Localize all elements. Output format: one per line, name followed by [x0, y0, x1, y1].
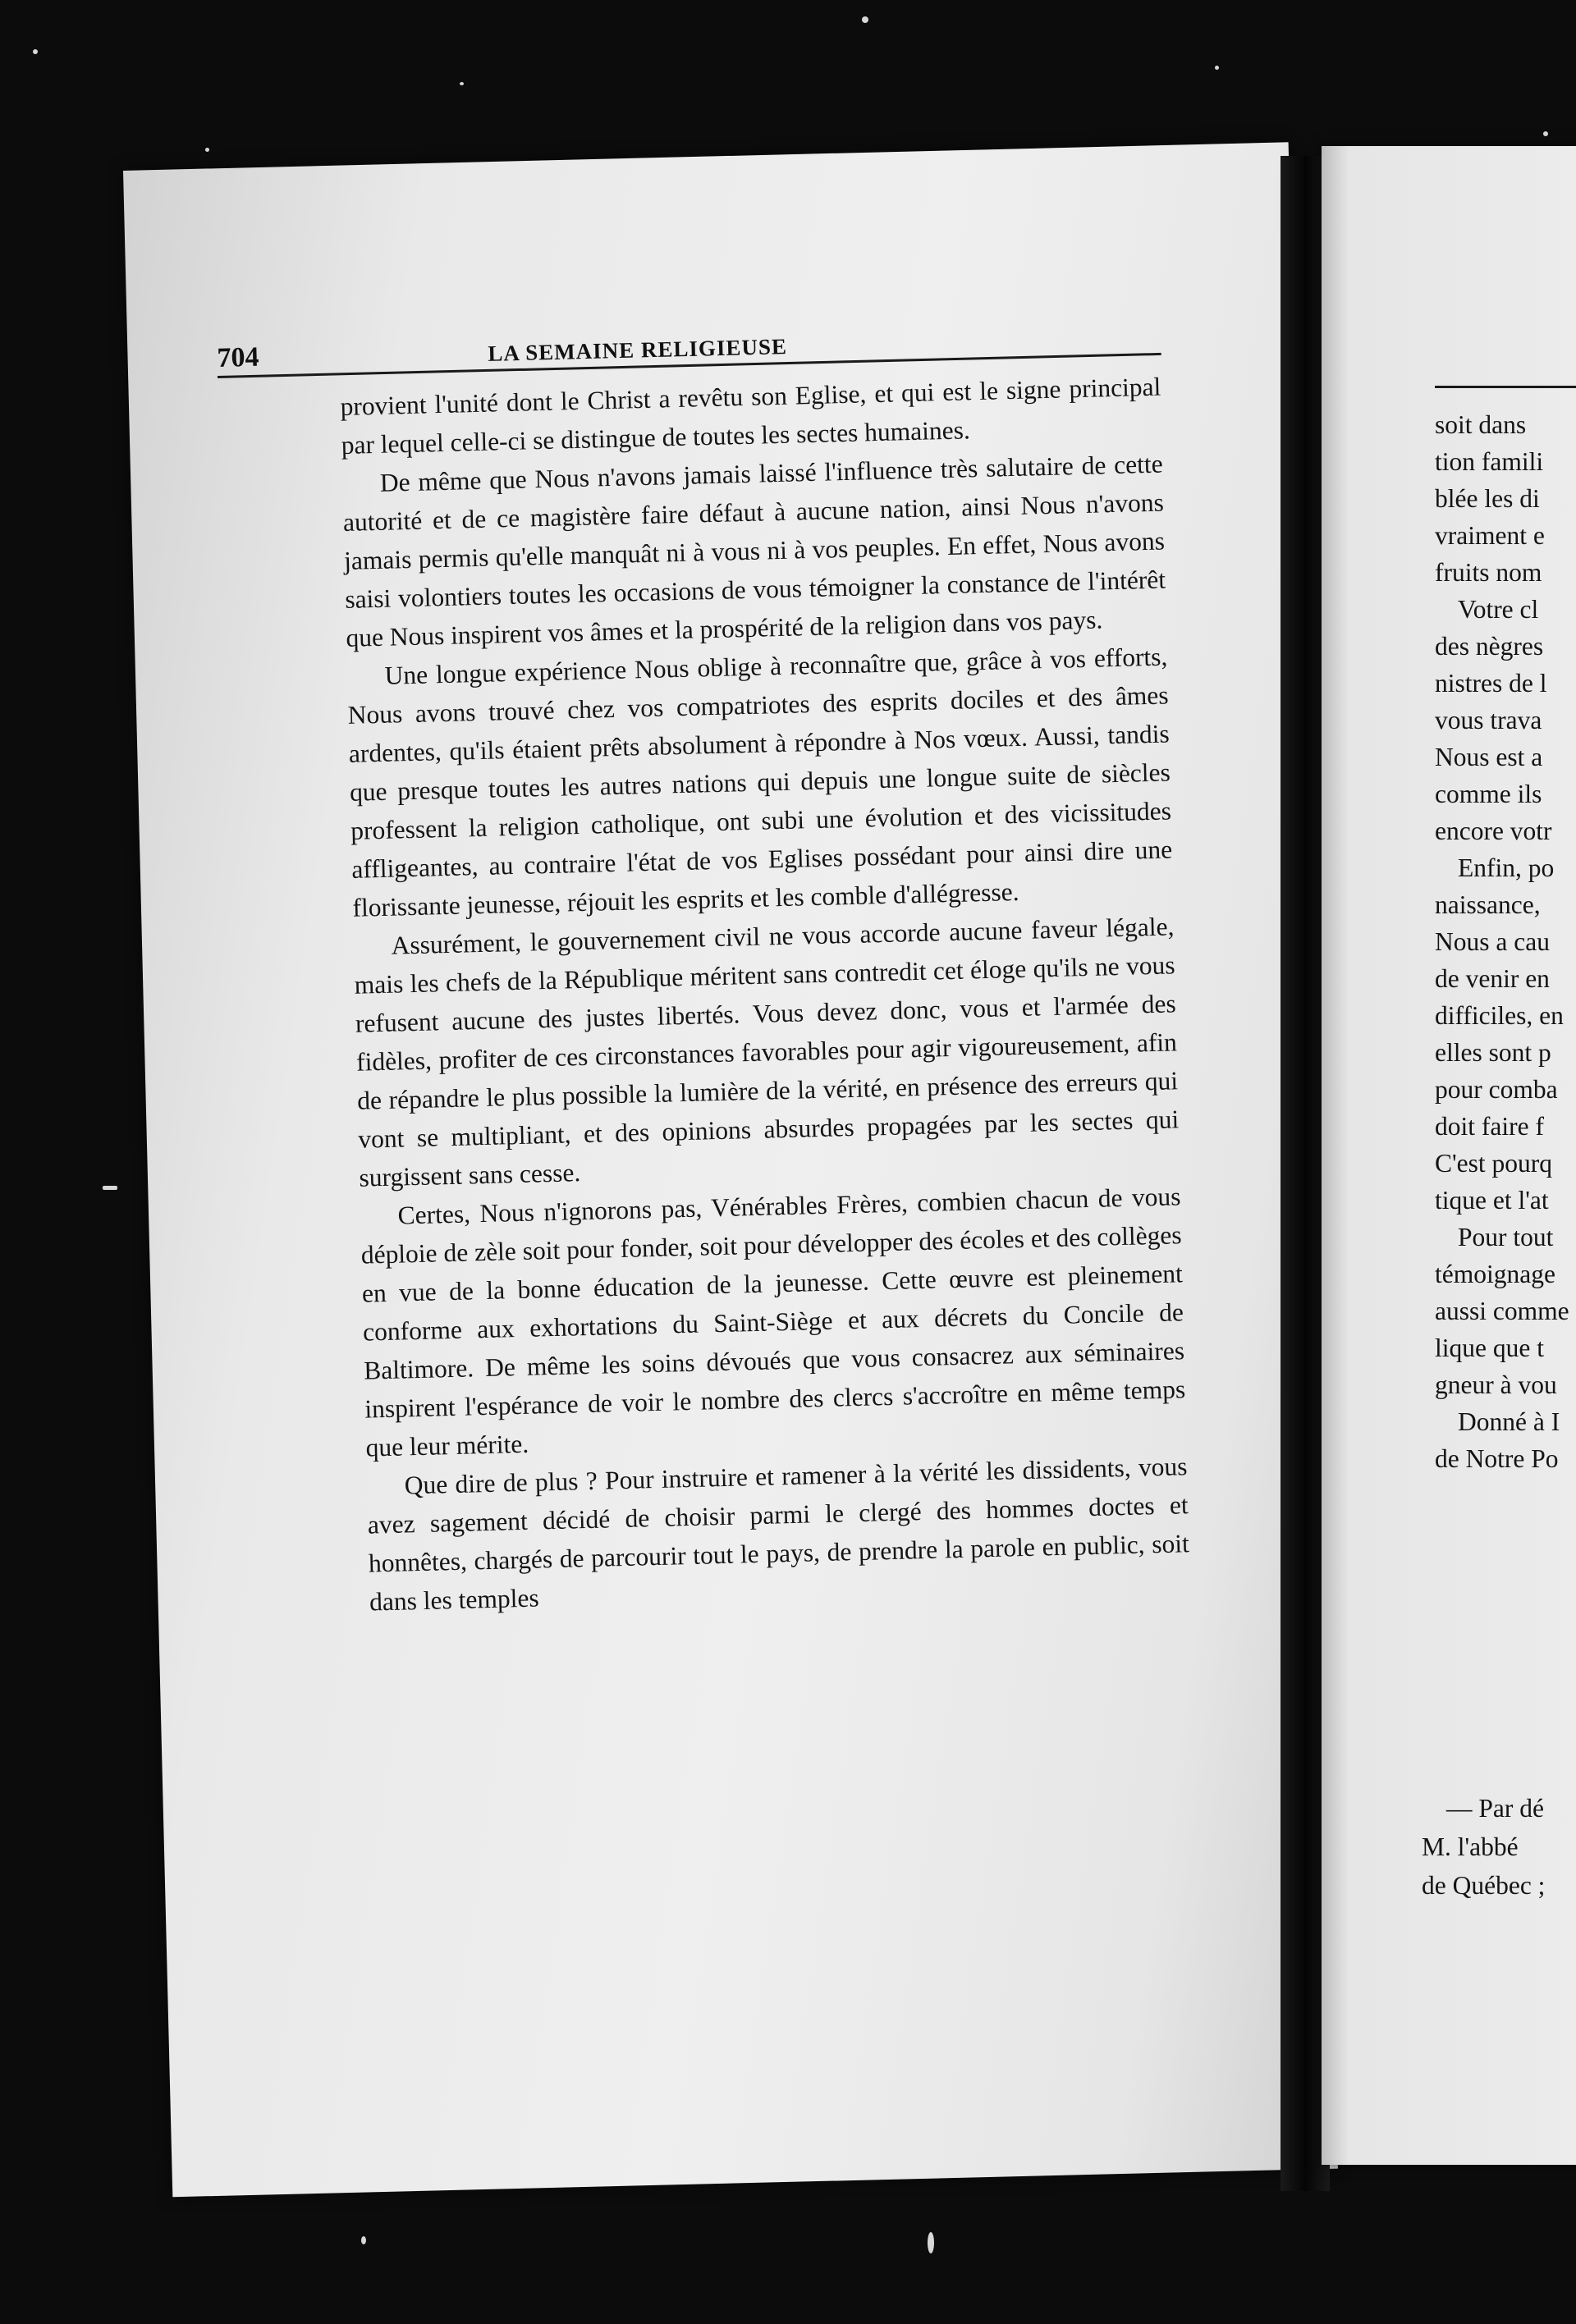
dust-speck — [1215, 66, 1219, 70]
right-page-line: lique que t — [1435, 1334, 1544, 1362]
right-page-line: de venir en — [1435, 964, 1550, 993]
paragraph: Assurément, le gouvernement civil ne vous accorde aucune faveur légale, mais les chefs de la République méritent sans contredit cet éloge qu'ils ne vous refusent aucune des justes libertés. Vous devez donc, vous et l'armée des fidèles, profiter de ces circonstances favorables pour agir vigoureusement, afin de répandre le plus possible la lumière de la vérité, en présence des erreurs qui vont se multipliant, et des opinions absurdes propagées par les sectes qui surgissent sans cesse. — [354, 912, 1180, 1192]
running-head: LA SEMAINE RELIGIEUSE — [488, 334, 788, 366]
right-page-line: gneur à vou — [1435, 1370, 1557, 1399]
right-page-line: tion famili — [1435, 447, 1544, 476]
right-page-line: Nous est a — [1435, 743, 1543, 771]
right-page-line: Pour tout — [1458, 1223, 1554, 1251]
paragraph: Certes, Nous n'ignorons pas, Vénérables Frères, combien chacun de vous déploie de zèle soit pour fonder, soit pour développer des écoles et des collèges en vue de la bonne éducation de la jeunesse. Cette œuvre est pleinement conforme aux exhortations du Saint-Siège et aux décrets du Concile de Baltimore. De même les soins dévoués que vous consacrez aux séminaires inspirent l'espérance de voir le nombre des clercs s'accroître en même temps que leur mérite. — [360, 1182, 1186, 1462]
right-footer-line: — Par dé — [1446, 1794, 1544, 1823]
right-page-line: de Notre Po — [1435, 1444, 1559, 1473]
right-page-rule — [1435, 386, 1576, 388]
left-body-text — [340, 368, 1190, 1622]
dust-speck — [361, 2236, 366, 2244]
right-body-text — [1435, 406, 1576, 1477]
right-footer-line: M. l'abbé — [1422, 1832, 1519, 1861]
right-page-line: encore votr — [1435, 817, 1552, 845]
paragraph: Une longue expérience Nous oblige à reconnaître que, grâce à vos efforts, Nous avons trouvé chez vos compatriotes des esprits dociles et des âmes ardentes, qu'ils étaient prêts absolument à répondre à Nos vœux. Aussi, tandis que presque toutes les autres nations qui depuis une longue suite de siècles professent la religion catholique, ont subi une évolution et des vicissitudes affligeantes, au contraire l'état de vos Eglises possédant pour ainsi dire une florissante jeunesse, réjouit les esprits et les comble d'allégresse. — [347, 642, 1173, 922]
right-page-line: témoignage — [1435, 1260, 1555, 1288]
right-page-line: blée les di — [1435, 484, 1540, 513]
right-page-line: C'est pourq — [1435, 1149, 1553, 1178]
paragraph: De même que Nous n'avons jamais laissé l'influence très salutaire de cette autorité et de ce magistère faire défaut à aucune nation, ainsi Nous n'avons jamais permis qu'elle manquât ni à vous ni à vos peuples. En effet, Nous avons saisi volontiers toutes les occasions de vous témoigner la constance de l'intérêt que Nous inspirent vos âmes et la prospérité de la religion dans vos pays. — [342, 449, 1166, 652]
page-number: 704 — [217, 341, 259, 373]
right-page-line: pour comba — [1435, 1075, 1558, 1104]
dust-speck — [862, 16, 868, 23]
dust-speck — [460, 82, 464, 85]
right-page-line: aussi comme — [1435, 1297, 1569, 1325]
right-footer-text — [1422, 1789, 1576, 1905]
right-page-line: vraiment e — [1435, 521, 1545, 550]
paragraph: provient l'unité dont le Christ a revêtu son Eglise, et qui est le signe principal par lequel celle-ci se distingue de toutes les sectes humaines. — [340, 372, 1161, 460]
right-page-line: des nègres — [1435, 632, 1544, 661]
right-page-line: Donné à I — [1458, 1407, 1560, 1436]
right-page-line: Enfin, po — [1458, 853, 1555, 882]
right-page-line: naissance, — [1435, 890, 1541, 919]
dust-speck — [1543, 131, 1548, 136]
right-page-line: fruits nom — [1435, 558, 1542, 587]
right-page-line: elles sont p — [1435, 1038, 1551, 1067]
right-page-line: vous trava — [1435, 706, 1542, 734]
paragraph: Que dire de plus ? Pour instruire et ramener à la vérité les dissidents, vous avez sagement décidé de choisir parmi le clergé des hommes doctes et honnêtes, chargés de parcourir tout le pays, de prendre la parole en public, soit dans les temples — [367, 1452, 1190, 1617]
right-page-line: Votre cl — [1458, 595, 1539, 624]
dust-speck — [103, 1186, 117, 1190]
dust-speck — [205, 148, 209, 152]
right-page-line: soit dans — [1435, 410, 1527, 439]
right-page-line: tique et l'at — [1435, 1186, 1549, 1215]
right-page-line: doit faire f — [1435, 1112, 1544, 1141]
dust-speck — [928, 2232, 934, 2253]
right-footer-line: de Québec ; — [1422, 1871, 1546, 1900]
right-page-line: comme ils — [1435, 780, 1542, 808]
dust-speck — [33, 49, 38, 54]
right-page-line: nistres de l — [1435, 669, 1547, 698]
right-page-line: difficiles, en — [1435, 1001, 1564, 1030]
right-page-line: Nous a cau — [1435, 927, 1550, 956]
